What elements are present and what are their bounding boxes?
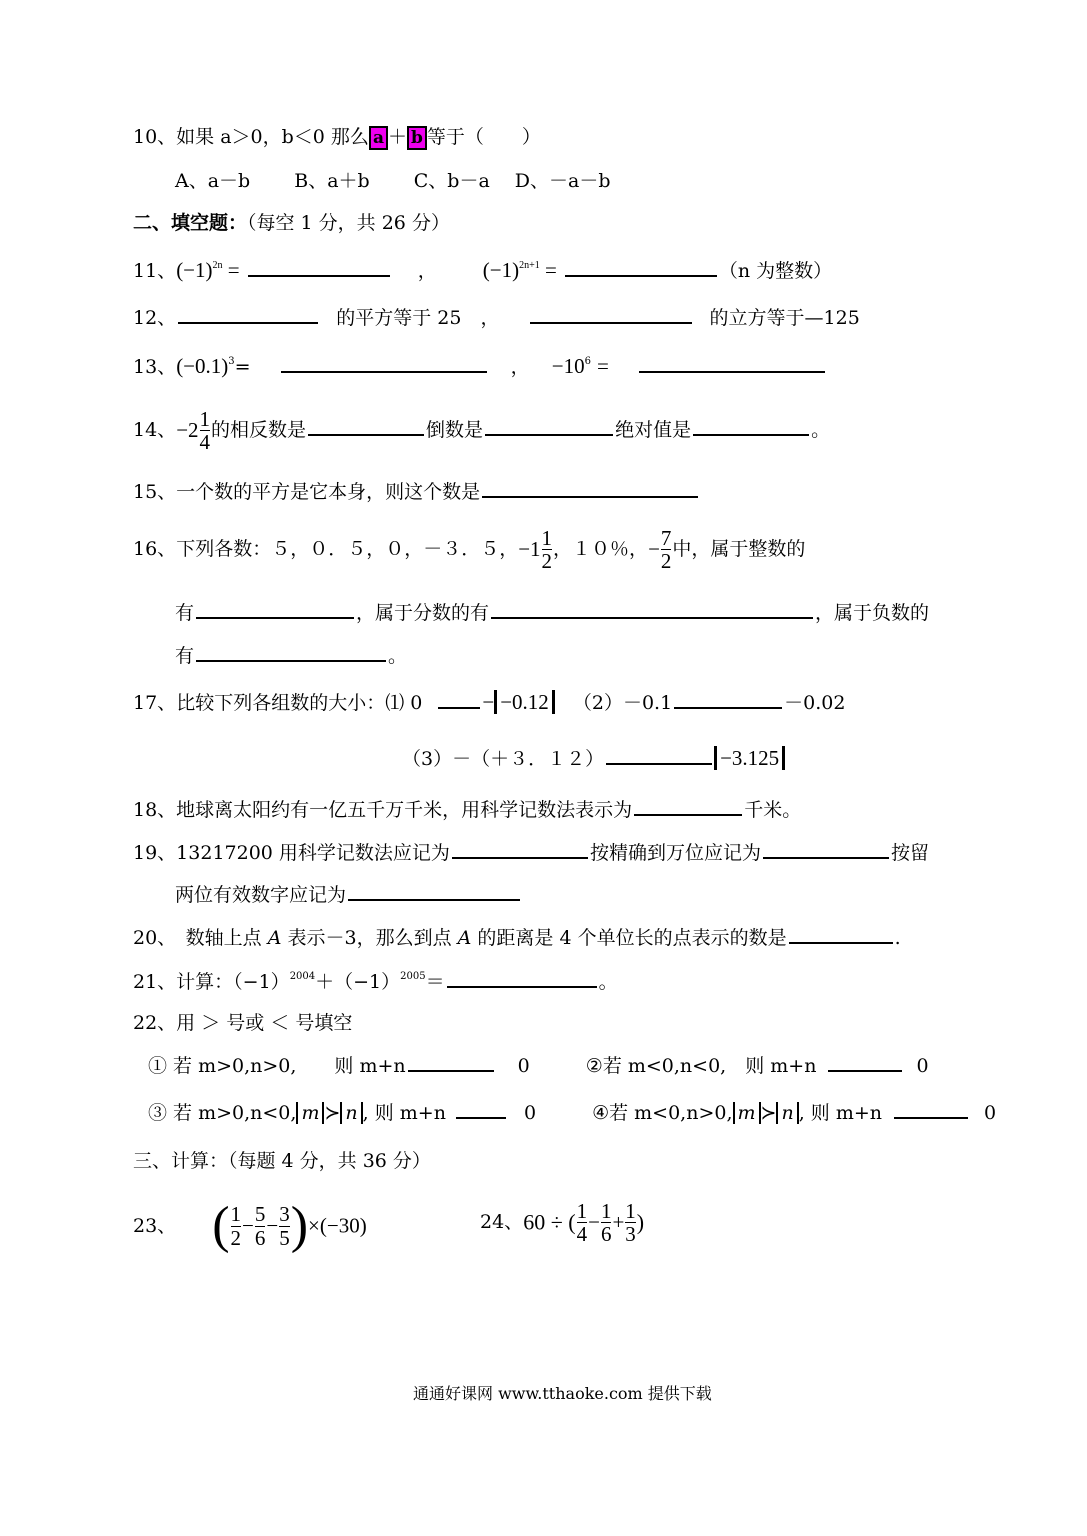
q16-number: 16、	[133, 538, 177, 561]
q11-exp2: 2n+1	[519, 260, 540, 271]
q24-fraction-1	[577, 1200, 588, 1245]
q23-fraction-3	[279, 1203, 290, 1248]
q16-numerator-2: 7	[660, 526, 672, 550]
section-2-heading	[133, 214, 450, 233]
q23-fraction-2	[255, 1203, 266, 1248]
q16-l3b: 。	[388, 645, 408, 667]
q14-fraction	[200, 408, 211, 453]
q19-line-2	[175, 886, 522, 905]
q23-fraction-1	[231, 1203, 242, 1248]
question-15	[133, 483, 700, 502]
q10-text-b: 等于（ ）	[426, 126, 541, 148]
q22-r2e: , 则 m+n	[798, 1102, 883, 1124]
q21-exp-1: 2004	[289, 971, 316, 982]
q16-mixed-whole: −1	[518, 537, 541, 562]
q22-r2b: , 则 m+n	[362, 1102, 446, 1124]
q10-plus: ＋	[387, 126, 407, 148]
q23-f3-den: 5	[279, 1225, 290, 1250]
q11-number: 11、	[133, 260, 177, 282]
q22-n-2: n	[781, 1102, 794, 1124]
q22-r2d: ④若 m<0,n>0,	[592, 1102, 733, 1124]
q24-fraction-3	[625, 1200, 636, 1245]
abs-m-2	[733, 1102, 761, 1124]
q17-number: 17、	[133, 692, 177, 714]
q14-end: 。	[811, 419, 831, 442]
q21-exp-2: 2005	[400, 971, 426, 982]
q13-eq2: =	[597, 354, 609, 378]
q16-denominator-1: 2	[541, 549, 553, 574]
q24-f2-num: 1	[600, 1199, 612, 1223]
q24-number: 24、	[480, 1211, 524, 1234]
q16-numerator-1: 1	[541, 526, 553, 550]
question-18	[133, 801, 801, 820]
q22-m-2: m	[737, 1102, 756, 1124]
q22-row-1	[148, 1057, 929, 1076]
question-21	[133, 972, 618, 992]
answer-blank[interactable]	[693, 433, 809, 436]
q20-text-2: 表示－3，那么到点	[281, 927, 458, 949]
q16-l2a: 有	[175, 602, 195, 624]
q17-text-5: （3）－（＋３．１２）	[402, 748, 605, 770]
q13-base2: −10	[551, 354, 585, 378]
q14-numerator: 1	[199, 407, 211, 431]
q24-plus: +	[612, 1210, 625, 1235]
answer-blank[interactable]	[530, 321, 692, 324]
answer-blank[interactable]	[606, 762, 712, 765]
q10-text-a: 10、如果 a＞0，b＜0 那么	[133, 126, 369, 148]
q24-lead: 60 ÷ (	[523, 1209, 576, 1235]
q23-f2-den: 6	[254, 1225, 266, 1250]
q17-abs-2: −3.125	[714, 746, 785, 770]
q23-f1-num: 1	[230, 1202, 242, 1227]
answer-blank[interactable]	[438, 706, 480, 709]
q21-end: 。	[598, 971, 618, 993]
question-17	[133, 692, 845, 713]
answer-blank[interactable]	[308, 433, 424, 436]
q22-r2f: 0	[984, 1102, 997, 1124]
q16-mid: ，１０％，	[553, 538, 649, 561]
q24-fraction-2	[601, 1200, 612, 1245]
q23-minus-1: −	[242, 1213, 254, 1238]
q20-text-3: 的距离是 4 个单位长的点表示的数是	[471, 927, 787, 949]
answer-blank[interactable]	[196, 616, 354, 619]
q22-r2a: ③ 若 m>0,n<0,	[148, 1102, 297, 1124]
q13-exp1: 3	[228, 356, 235, 367]
answer-blank[interactable]	[674, 706, 782, 709]
q19-text-1: 19、13217200 用科学记数法应记为	[133, 842, 450, 864]
q19-text-4: 两位有效数字应记为	[175, 884, 347, 906]
answer-blank[interactable]	[894, 1116, 968, 1119]
q24-f1-den: 4	[576, 1222, 588, 1247]
question-23	[133, 1197, 367, 1254]
q16-l3a: 有	[175, 645, 195, 667]
q24-f3-num: 1	[625, 1199, 636, 1223]
q16-l2c: ，属于负数的	[815, 602, 930, 624]
q15-text: 15、一个数的平方是它本身，则这个数是	[133, 481, 481, 503]
q23-times: ×(−30)	[308, 1213, 367, 1238]
footer: 通通好课网 www.tthaoke.com 提供下载	[413, 1384, 712, 1403]
answer-blank[interactable]	[178, 321, 318, 324]
q20-end: .	[894, 927, 901, 949]
q23-f2-num: 5	[254, 1202, 266, 1227]
q17-text-3: （2）－0.1	[572, 692, 673, 714]
q22-r2c: 0	[523, 1102, 537, 1124]
q17-line-2	[402, 748, 785, 769]
q18-text-1: 18、地球离太阳约有一亿五千万千米，用科学记数法表示为	[133, 799, 633, 821]
q17-text-4: －0.02	[784, 692, 846, 714]
q22-r1a: ① 若 m>0,n>0, 则 m+n	[148, 1055, 406, 1077]
abs-n-2	[776, 1102, 798, 1124]
q17-text-1: 比较下列各组数的大小：⑴ 0	[176, 692, 423, 714]
left-paren: (	[212, 1197, 230, 1254]
q11-base2: (−1)	[482, 258, 520, 282]
answer-blank[interactable]	[281, 370, 487, 373]
q10-choices: A、a－b B、a＋b C、b－a D、－a－b	[175, 170, 611, 192]
answer-blank[interactable]	[639, 370, 825, 373]
answer-blank[interactable]	[248, 274, 390, 277]
section-3-heading: 三、计算：（每题 4 分，共 36 分）	[133, 1150, 431, 1172]
q22-succ: ≻	[324, 1102, 341, 1124]
q16-denominator-2: 2	[660, 549, 672, 574]
q24-minus: −	[588, 1210, 600, 1235]
q20-text-1: 20、 数轴上点	[133, 927, 268, 949]
answer-blank[interactable]	[456, 1116, 506, 1119]
answer-blank[interactable]	[763, 856, 889, 859]
question-12	[133, 309, 860, 328]
q12-number: 12、	[133, 307, 177, 329]
answer-blank[interactable]	[789, 941, 893, 944]
question-11	[133, 260, 832, 281]
abs-b-highlight: b	[407, 126, 427, 150]
section-2-title: 二、填空题：	[133, 212, 248, 234]
q22-succ-2: ≻	[760, 1102, 777, 1124]
q11-expr2	[483, 258, 557, 282]
q21-text-1: 21、计算：（−1）	[133, 971, 290, 993]
q14-number: 14、	[133, 419, 177, 442]
q16-fraction-1	[542, 527, 553, 572]
q22-n: n	[345, 1102, 358, 1124]
q22-row-2	[148, 1104, 996, 1123]
question-20	[133, 929, 901, 948]
q20-point-a: A	[267, 927, 282, 949]
q11-exp1: 2n	[212, 260, 223, 271]
q11-base1: (−1)	[176, 258, 213, 282]
q16-negative: −	[648, 537, 660, 562]
q16-l2b: ，属于分数的有	[356, 602, 490, 624]
q23-f1-den: 2	[230, 1225, 242, 1250]
q16-intro: 下列各数：５，０．５，０，－３．５，	[176, 538, 519, 561]
q24-f1-num: 1	[576, 1199, 588, 1223]
q11-comma: ，	[417, 260, 437, 282]
question-13	[133, 356, 827, 377]
q20-point-a-2: A	[457, 927, 472, 949]
q22-m: m	[301, 1102, 320, 1124]
q24-f2-den: 6	[600, 1222, 612, 1247]
question-19	[133, 844, 929, 863]
answer-blank[interactable]	[348, 898, 520, 901]
q13-number: 13、	[133, 356, 177, 378]
q17-abs-1: −0.12	[494, 690, 555, 714]
q22-r1c: ②若 m<0,n<0, 则 m+n	[585, 1055, 817, 1077]
q23-number: 23、	[133, 1214, 177, 1237]
q24-close: )	[636, 1209, 645, 1235]
q21-text-2: ＋（−1）	[315, 971, 401, 993]
q21-text-3: ＝	[425, 971, 445, 993]
q18-text-2: 千米。	[744, 799, 802, 821]
answer-blank[interactable]	[482, 495, 698, 498]
q11-note: （n 为整数）	[718, 260, 833, 282]
abs-m	[296, 1102, 324, 1124]
answer-blank[interactable]	[491, 616, 813, 619]
q22-r1b: 0	[517, 1055, 530, 1077]
q22-r1d: 0	[916, 1055, 929, 1077]
answer-blank[interactable]	[408, 1069, 494, 1072]
q17-minus: −	[482, 690, 495, 714]
q14-denominator: 4	[199, 430, 211, 455]
q16-fraction-2	[661, 527, 672, 572]
answer-blank[interactable]	[447, 985, 597, 988]
right-paren: )	[290, 1197, 309, 1254]
q23-minus-2: −	[266, 1213, 279, 1238]
answer-blank[interactable]	[565, 274, 717, 277]
q24-f3-den: 3	[625, 1222, 636, 1247]
question-14	[133, 408, 830, 453]
q14-text-1: 的相反数是	[211, 419, 307, 442]
q13-exp2: 6	[584, 356, 591, 367]
q13-eq1: =	[234, 356, 251, 378]
q14-text-2: 倒数是	[426, 419, 484, 442]
q19-text-2: 按精确到万位应记为	[589, 842, 761, 864]
q11-eq1: =	[227, 258, 240, 282]
question-10	[133, 128, 541, 147]
q13-base1: (−0.1)	[176, 354, 229, 378]
abs-n	[340, 1102, 362, 1124]
answer-blank[interactable]	[485, 433, 613, 436]
q13-comma: ，	[510, 356, 530, 378]
question-22: 22、用 ＞ 号或 ＜ 号填空	[133, 1012, 353, 1034]
answer-blank[interactable]	[196, 659, 386, 662]
q12-text-1: 的平方等于 25 ，	[336, 307, 500, 329]
q16-line-2	[175, 604, 929, 623]
question-24	[480, 1200, 644, 1245]
answer-blank[interactable]	[634, 813, 742, 816]
q14-whole: −2	[176, 418, 199, 443]
abs-a-highlight: a	[369, 126, 388, 150]
answer-blank[interactable]	[452, 856, 588, 859]
q14-text-3: 绝对值是	[615, 419, 692, 442]
q11-expr1	[176, 258, 239, 282]
q16-line-3	[175, 647, 407, 666]
question-16	[133, 527, 805, 572]
section-2-note: （每空 1 分，共 26 分）	[247, 212, 450, 234]
q16-tail: 中，属于整数的	[672, 538, 806, 561]
q19-text-3: 按留	[890, 842, 929, 864]
answer-blank[interactable]	[828, 1069, 902, 1072]
q11-eq2: =	[545, 258, 557, 282]
q23-f3-num: 3	[279, 1202, 290, 1227]
q12-text-2: 的立方等于—125	[709, 307, 860, 329]
